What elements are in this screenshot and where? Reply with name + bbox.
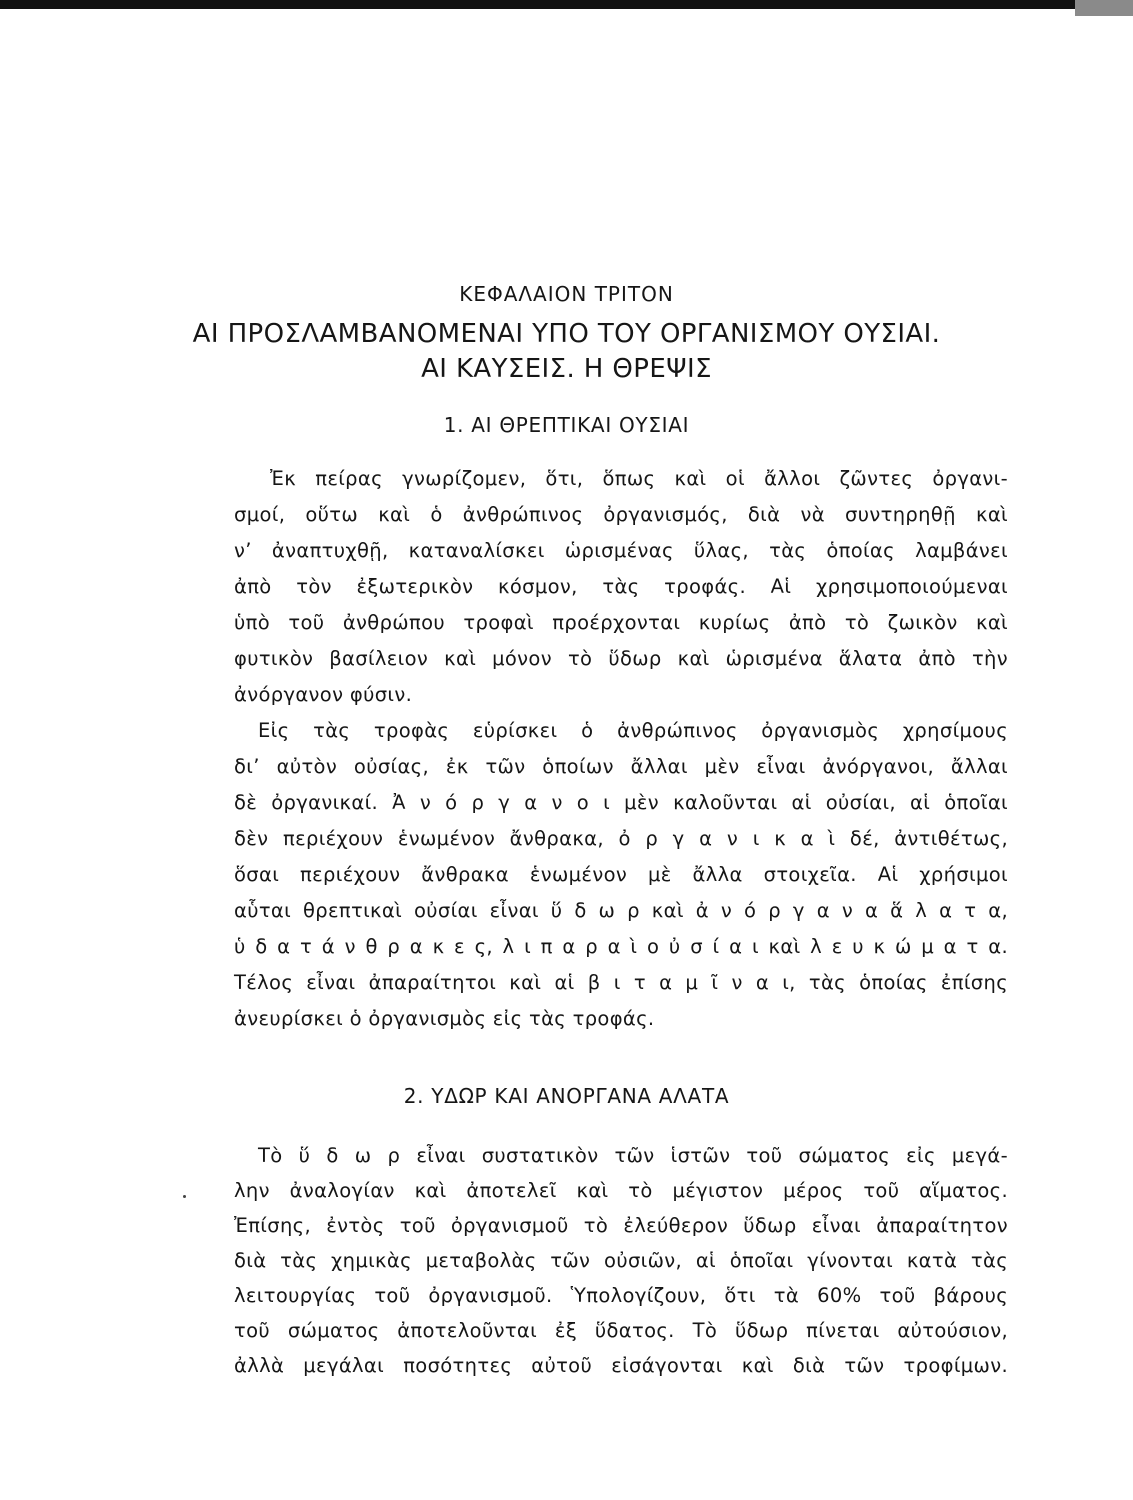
paragraph-line: Τὸ ὕ δ ω ρ εἶναι συστατικὸν τῶν ἱστῶν τοῦ σώματος εἰς μεγά-	[258, 1144, 1008, 1167]
section-2-heading: 2. ΥΔΩΡ ΚΑΙ ΑΝΟΡΓΑΝΑ ΑΛΑΤΑ	[403, 1084, 730, 1108]
paragraph-line: Ἐκ πείρας γνωρίζομεν, ὅτι, ὅπως καὶ οἱ ἄλλοι ζῶντες ὀργανι-	[270, 467, 1008, 490]
paragraph-line: Ἐπίσης, ἐντὸς τοῦ ὀργανισμοῦ τὸ ἐλεύθερον ὕδωρ εἶναι ἀπαραίτητον	[234, 1214, 1008, 1237]
paragraph-line: ὅσαι περιέχουν ἄνθρακα ἑνωμένον μὲ ἄλλα στοιχεῖα. Αἱ χρήσιμοι	[234, 863, 1008, 886]
chapter-subtitle: ΑΙ ΚΑΥΣΕΙΣ. Η ΘΡΕΨΙΣ	[421, 354, 712, 384]
section-1-heading: 1. ΑΙ ΘΡΕΠΤΙΚΑΙ ΟΥΣΙΑΙ	[443, 413, 690, 437]
paragraph-line: διὰ τὰς χημικὰς μεταβολὰς τῶν οὐσιῶν, αἱ ὁποῖαι γίνονται κατὰ τὰς	[234, 1249, 1008, 1272]
paragraph-line: δὲν περιέχουν ἑνωμένον ἄνθρακα, ὀ ρ γ α ν ι κ α ὶ δέ, ἀντιθέτως,	[234, 827, 1008, 850]
paragraph-line: δι’ αὐτὸν οὐσίας, ἐκ τῶν ὁποίων ἄλλαι μὲν εἶναι ἀνόργανοι, ἄλλαι	[234, 755, 1008, 778]
paragraph-line: ὑ δ α τ ά ν θ ρ α κ ε ς, λ ι π α ρ α ὶ ο ὐ σ ί α ι καὶ λ ε υ κ ώ μ α τ α.	[234, 935, 1008, 958]
paragraph-line: σμοί, οὕτω καὶ ὁ ἀνθρώπινος ὀργανισμός, διὰ νὰ συντηρηθῇ καὶ	[234, 503, 1008, 526]
paragraph-line: ν’ ἀναπτυχθῇ, καταναλίσκει ὡρισμένας ὕλας, τὰς ὁποίας λαμβάνει	[234, 539, 1008, 562]
paragraph-line: ἀνόργανον φύσιν.	[234, 683, 413, 706]
paragraph-line: ἀπὸ τὸν ἐξωτερικὸν κόσμον, τὰς τροφάς. Αἱ χρησιμοποιούμεναι	[234, 575, 1008, 598]
chapter-title: ΑΙ ΠΡΟΣΛΑΜΒΑΝΟΜΕΝΑΙ ΥΠΟ ΤΟΥ ΟΡΓΑΝΙΣΜΟΥ ΟΥΣΙΑΙ.	[192, 319, 941, 349]
paragraph-line: ὑπὸ τοῦ ἀνθρώπου τροφαὶ προέρχονται κυρίως ἀπὸ τὸ ζωικὸν καὶ	[234, 611, 1008, 634]
paragraph-line: τοῦ σώματος ἀποτελοῦνται ἐξ ὕδατος. Τὸ ὕδωρ πίνεται αὐτούσιον,	[234, 1319, 1008, 1342]
paragraph-line: Εἰς τὰς τροφὰς εὑρίσκει ὁ ἀνθρώπινος ὀργανισμὸς χρησίμους	[258, 719, 1008, 742]
paragraph-line: Τέλος εἶναι ἀπαραίτητοι καὶ αἱ β ι τ α μ ῖ ν α ι, τὰς ὁποίας ἐπίσης	[234, 971, 1008, 994]
paragraph-line: δὲ ὀργανικαί. Ἀ ν ό ρ γ α ν ο ι μὲν καλοῦνται αἱ οὐσίαι, αἱ ὁποῖαι	[234, 791, 1008, 814]
paragraph-line: ἀνευρίσκει ὁ ὀργανισμὸς εἰς τὰς τροφάς.	[234, 1007, 655, 1030]
paragraph-line: αὗται θρεπτικαὶ οὐσίαι εἶναι ὕ δ ω ρ καὶ ἀ ν ό ρ γ α ν α ἅ λ α τ α,	[234, 899, 1008, 922]
scan-speck	[183, 1195, 186, 1198]
paragraph-line: φυτικὸν βασίλειον καὶ μόνον τὸ ὕδωρ καὶ ὡρισμένα ἅλατα ἀπὸ τὴν	[234, 647, 1008, 670]
paragraph-line: λην ἀναλογίαν καὶ ἀποτελεῖ καὶ τὸ μέγιστον μέρος τοῦ αἵματος.	[234, 1179, 1008, 1202]
chapter-label: ΚΕΦΑΛΑΙΟΝ ΤΡΙΤΟΝ	[459, 282, 674, 306]
paragraph-line: ἀλλὰ μεγάλαι ποσότητες αὐτοῦ εἰσάγονται καὶ διὰ τῶν τροφίμων.	[234, 1354, 1008, 1377]
paragraph-line: λειτουργίας τοῦ ὀργανισμοῦ. Ὑπολογίζουν, ὅτι τὰ 60% τοῦ βάρους	[234, 1284, 1008, 1307]
